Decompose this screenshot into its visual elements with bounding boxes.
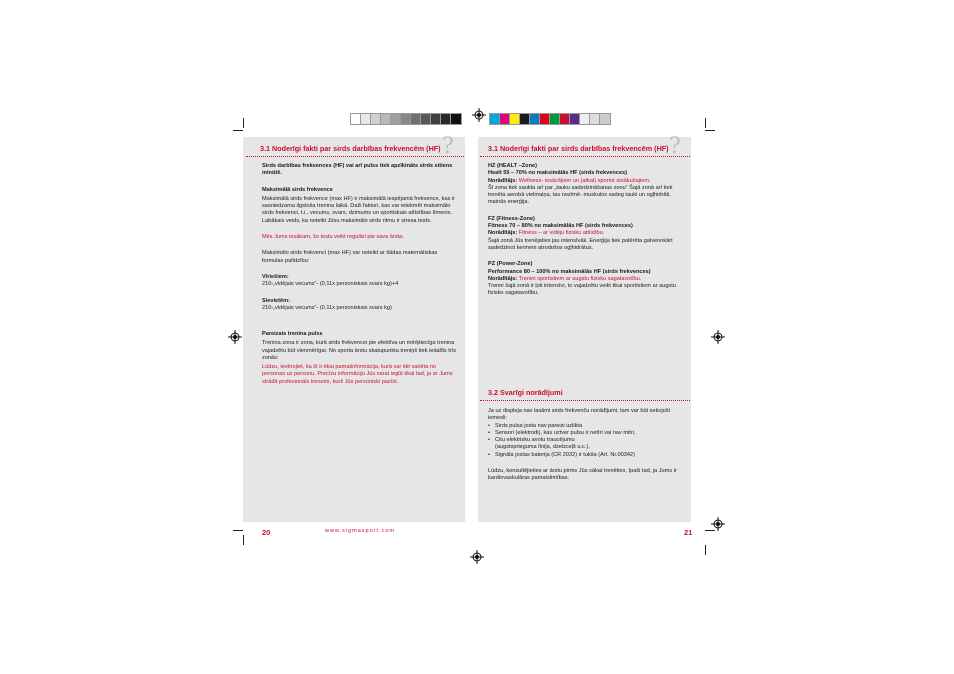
left-column-text [262, 163, 458, 312]
recommendation-text: Mēs Jums iesākam, šo testu veikt regulāri pie sava ārsta. [262, 234, 404, 241]
crop-mark [705, 130, 715, 131]
gray-swatch [450, 113, 462, 125]
men-formula: 210-„vidējais vecums“- (0,11x personiskais svars kg)+4 [262, 281, 399, 288]
hz-goal-value: Wellness- iesācējiem un (atkal) sportot atsākušajiem. [518, 177, 651, 184]
fz-goal-value: Fitness – ar vidēju fizisku attīstību. [518, 230, 605, 237]
crop-mark [233, 130, 243, 131]
fz-line: Fitness 70 – 80% no maksimālās HF (sirds frekvences) [488, 223, 633, 230]
hz-title: HZ (HEALT –Zone) [488, 163, 537, 169]
zones-text [488, 163, 686, 298]
max-hf-text: Maksimālā sirds frekvence (max HF) ir maksimālā iespējamā frekvence, kas ir sasniedzama ilgstoša trenina laikā. Daži faktori, kas var ietekmēt maksimālo sirds frekvenci, t.i., vecums, svars, dzimums un sportiskais attīstības līmenis. Labākais veids, ka noteikt Jūsu maksimālo sirds ritmu ir stresa tests. [262, 195, 456, 224]
hz-text: Šī zona tiek saukta arī par „tauku sadedzināšanas zonu“ Šajā zonā arī tiek trenēta aerobā vielmaiņa, tas nozīmē- muskulos sadeg tauki un ogļhidrāti, mainās enerģija. [488, 184, 673, 206]
pulse-text: Trenina zona ir zona, kurā sirds frekvencei pie efektīva un mērķtiecīga trenina vajadzētu būt vienmērīgai. No sporta ārstu skatupunkta treniņš tiek iedalīts trīs zonās: [262, 340, 457, 361]
question-mark-icon: ? [669, 134, 681, 159]
pz-text: Trenni šajā zonā ir ļoti intensīvi, to vajadzētu veikt tikai sportistiem ar augstu fizisko sagatavotību. [488, 283, 676, 297]
list-item: • Sirds pulsa josta nav pareizi uzlikta [488, 423, 686, 430]
formula-intro: Maksimālo sirds frekvenci (max HF) var noteikt ar šādas matemātiskas formulas palīdzību: [262, 250, 438, 264]
section-header: 3.1 Noderīgi fakti par sirds darbības frekvencēm (HF) [260, 144, 441, 153]
hz-goal [488, 178, 686, 185]
crop-mark [705, 545, 706, 555]
website-link[interactable]: www.sigmasport.com [325, 528, 395, 534]
women-title: Sievietēm: [262, 297, 290, 304]
page-number-right: 21 [684, 528, 693, 537]
max-hf-title: Maksimālā sirds frekvence [262, 186, 333, 193]
registration-mark-icon [472, 108, 486, 122]
color-swatch [599, 113, 611, 125]
page-number-left: 20 [262, 528, 271, 537]
header-divider [246, 156, 464, 157]
pz-goal [488, 276, 686, 283]
pz-title: PZ (Power-Zone) [488, 261, 533, 268]
fz-text: Šajā zonā Jūs trenējaties jau intensīvāk. Enerģija tiek patērēta galvenokārt sadedzinot kermeni atrodošos ogļhidrātus. [488, 237, 673, 251]
bullet-list [488, 423, 686, 459]
hz-goal-label: Norādītājs: [488, 177, 518, 184]
s2-intro: Ja uz displeja nav lasāmi sirds frekvenču norādījumi, tam var būt sekojoši iemesli: [488, 408, 670, 422]
pz-goal-value: Trenini sportistiem ar augstu fizisku sagatavotību. [518, 275, 642, 282]
section-header-right: 3.1 Noderīgi fakti par sirds darbības frekvencēm (HF) [488, 144, 669, 153]
women-formula: 210-„vidējais vecums“- (0.11x personiskais svars kg) [262, 304, 392, 311]
list-item: (augstsprieguma līnija, dzelzceļš u.c.), [495, 444, 590, 451]
registration-mark-icon [228, 330, 242, 344]
pz-line: Performance 80 – 100% no maksimālās HF (sirds frekvences) [488, 268, 651, 275]
list-item: • Sensori (elektrodi), kas uztver pulsu ir netīri vai nav mitri, [488, 430, 686, 437]
list-item-continuation [488, 444, 686, 451]
question-mark-icon: ? [442, 134, 454, 159]
hz-line: Healt 55 – 70% no maksimālās HF (sirds frekvences) [488, 170, 627, 177]
men-title: Vīriešiem: [262, 273, 289, 280]
registration-mark-icon [711, 517, 725, 531]
list-item: • Signāla jostas baterija (CR 2032) ir tukša (Art. Nr.00342) [488, 452, 686, 459]
header-divider [480, 156, 690, 157]
pz-goal-label: Norādītājs: [488, 275, 518, 282]
pulse-section [262, 331, 458, 386]
pulse-title: Pareizais trenina pulss [262, 331, 323, 337]
notes-text [488, 408, 686, 483]
s2-outro: Lūdzu, konsultējieties ar ārstu pirms Jūs sākat trenēties, īpaši tad, ja Jums ir kardiovaskulāras pamatslimības. [488, 468, 677, 482]
registration-mark-icon [711, 330, 725, 344]
pulse-warning: Lūdzu, ievērojiet, ka šī ir tikai pamatinformācija, kurā var tikt variēta no personas uz personu. Precīzu informāciju Jūs varat iegūt tikai tad, ja ar Jums strādā profesionāls treneris, kurš Jūs personiski pazīst. [262, 364, 453, 385]
fz-goal-label: Norādītājs: [488, 230, 518, 237]
crop-mark [243, 118, 244, 128]
crop-mark [243, 535, 244, 545]
section2-header: 3.2 Svarīgi norādījumi [488, 388, 563, 397]
fz-goal [488, 230, 686, 237]
registration-mark-icon [470, 550, 484, 564]
fz-title: FZ (Fitness-Zone) [488, 215, 535, 222]
section2-divider [480, 400, 690, 401]
crop-mark [705, 118, 706, 128]
intro-text: Sirds darbības frekvences (HF) vai arī pulss tiek apzīkināts sirds sitiens minūtē. [262, 163, 453, 177]
crop-mark [233, 530, 243, 531]
list-item: • Citu elektrisku avotu traucējumu [488, 437, 686, 444]
